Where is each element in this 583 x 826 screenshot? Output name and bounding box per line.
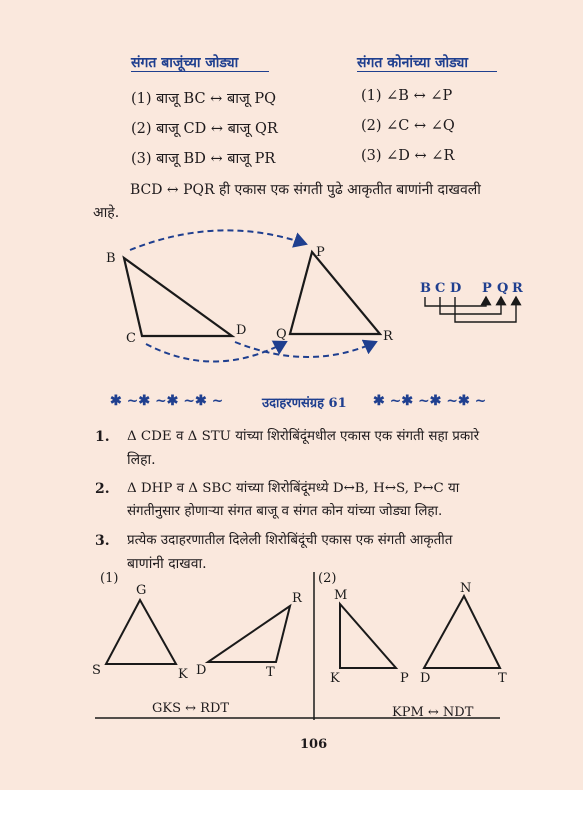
label-s: S — [92, 663, 101, 678]
question-2-number: 2. — [95, 481, 110, 497]
label-g: G — [136, 583, 147, 598]
question-2-line-1: Δ DHP व Δ SBC यांच्या शिरोबिंदूंमध्ये D↔B, H↔S, P↔C या — [127, 481, 460, 496]
caption-gks-rdt: GKS ↔ RDT — [152, 701, 230, 716]
triangle-rdt — [208, 606, 290, 662]
side-pair-1: (1) बाजू BC ↔ बाजू PQ — [131, 91, 276, 107]
question-3-line-2: बाणांनी दाखवा. — [127, 556, 207, 572]
label-n: N — [460, 581, 472, 596]
side-pair-3: (3) बाजू BD ↔ बाजू PR — [131, 151, 276, 167]
map-right-r: R — [512, 281, 523, 296]
sides-header: संगत बाजूंच्या जोड्या — [131, 55, 239, 71]
side-pair-2: (2) बाजू CD ↔ बाजू QR — [131, 121, 278, 137]
angle-pair-3: (3) ∠D ↔ ∠R — [361, 148, 455, 164]
triangle-gsk — [106, 600, 176, 664]
question-3-number: 3. — [95, 533, 110, 549]
label-q: Q — [276, 327, 287, 342]
label-b: B — [106, 251, 116, 266]
map-left-d: D — [450, 281, 462, 296]
arrow-b-to-p — [130, 230, 306, 250]
question-3-line-1: प्रत्येक उदाहरणातील दिलेली शिरोबिंदूंची एकास एक संगती आकृतीत — [127, 533, 453, 548]
label-r: R — [383, 329, 393, 344]
label-c: C — [126, 331, 136, 346]
label-d: D — [236, 323, 247, 338]
question-2-line-2: संगतीनुसार होणाऱ्या संगत बाजू व संगत कोन यांच्या जोड्या लिहा. — [127, 504, 443, 519]
triangle-ndt — [424, 596, 500, 668]
angle-pair-1: (1) ∠B ↔ ∠P — [361, 88, 453, 104]
section-deco-right: ✱ ~✱ ~✱ ~✱ ~ — [373, 393, 487, 409]
label-p2: P — [400, 671, 409, 686]
correspondence-figure-2 — [90, 572, 510, 722]
caption-kpm-ndt: KPM ↔ NDT — [392, 705, 474, 720]
map-left-c: C — [435, 281, 446, 296]
label-t3: T — [498, 671, 507, 686]
correspondence-figure-1 — [90, 222, 530, 382]
question-1-line-1: Δ CDE व Δ STU यांच्या शिरोबिंदूंमधील एकास एक संगती सहा प्रकारे — [127, 429, 480, 444]
label-k2: K — [330, 671, 340, 686]
angles-header: संगत कोनांच्या जोड्या — [357, 55, 468, 71]
map-right-q: Q — [497, 281, 509, 296]
section-deco-left: ✱ ~✱ ~✱ ~✱ ~ — [110, 393, 224, 409]
map-left-b: B — [420, 281, 431, 296]
label-d3: D — [420, 671, 431, 686]
label-t2: T — [266, 665, 275, 680]
angles-header-underline — [357, 71, 497, 72]
scan-margin — [0, 790, 583, 826]
map-right-p: P — [482, 281, 492, 296]
section-title: उदाहरणसंग्रह 61 — [262, 396, 347, 411]
sides-header-underline — [131, 71, 269, 72]
label-r2: R — [292, 591, 302, 606]
question-1-line-2: लिहा. — [127, 452, 156, 468]
page-number: 106 — [300, 737, 328, 752]
intro-line-2: आहे. — [93, 205, 120, 221]
label-d2: D — [196, 663, 207, 678]
mapping-lines — [425, 297, 516, 322]
angle-pair-2: (2) ∠C ↔ ∠Q — [361, 118, 455, 134]
label-m: M — [334, 588, 348, 603]
part-2-label: (2) — [318, 572, 337, 586]
label-k: K — [178, 667, 188, 682]
question-1-number: 1. — [95, 429, 110, 445]
triangle-bcd — [124, 258, 232, 336]
intro-line-1: BCD ↔ PQR ही एकास एक संगती पुढे आकृतीत बाणांनी दाखवली — [130, 182, 481, 198]
label-p: P — [316, 245, 325, 260]
part-1-label: (1) — [100, 572, 119, 586]
triangle-mkp — [340, 604, 396, 668]
triangle-pqr — [290, 252, 380, 334]
